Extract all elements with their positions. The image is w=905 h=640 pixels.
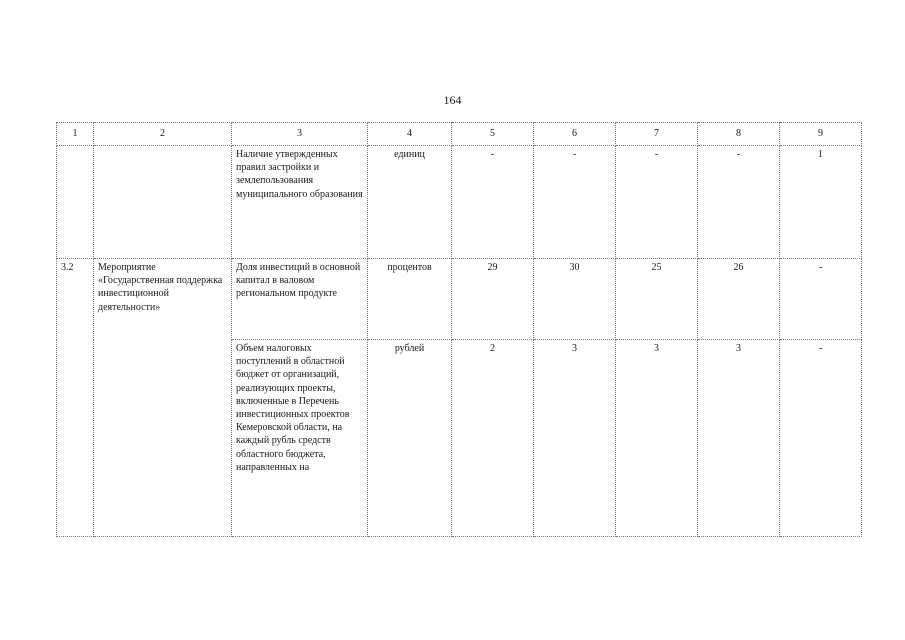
value-cell: 3	[616, 340, 698, 537]
row-number-cell: 3.2	[57, 259, 94, 537]
indicator-cell: Доля инвестиций в основной капитал в валовом региональном продукте	[232, 259, 368, 340]
value-cell: 25	[616, 259, 698, 340]
header-cell: 2	[94, 123, 232, 146]
indicator-cell: Наличие утвержденных правил застройки и землепользования муниципального образования	[232, 146, 368, 259]
value-cell: -	[698, 146, 780, 259]
row-number-cell	[57, 146, 94, 259]
value-cell: 2	[452, 340, 534, 537]
header-cell: 7	[616, 123, 698, 146]
measure-cell: Мероприятие «Государственная поддержка инвестиционной деятельности»	[94, 259, 232, 537]
header-cell: 3	[232, 123, 368, 146]
header-cell: 1	[57, 123, 94, 146]
table-row	[57, 259, 862, 340]
measure-cell	[94, 146, 232, 259]
header-cell: 4	[368, 123, 452, 146]
unit-cell: рублей	[368, 340, 452, 537]
header-cell: 8	[698, 123, 780, 146]
value-cell: -	[780, 340, 862, 537]
value-cell: -	[452, 146, 534, 259]
value-cell: -	[616, 146, 698, 259]
value-cell: 26	[698, 259, 780, 340]
header-cell: 5	[452, 123, 534, 146]
table-row	[57, 146, 862, 259]
header-cell: 9	[780, 123, 862, 146]
value-cell: 1	[780, 146, 862, 259]
value-cell: 30	[534, 259, 616, 340]
value-cell: 29	[452, 259, 534, 340]
header-cell: 6	[534, 123, 616, 146]
table-header-row	[57, 123, 862, 146]
unit-cell: процентов	[368, 259, 452, 340]
value-cell: 3	[534, 340, 616, 537]
page-number: 164	[443, 93, 462, 107]
indicators-table	[56, 122, 862, 537]
value-cell: -	[780, 259, 862, 340]
unit-cell: единиц	[368, 146, 452, 259]
value-cell: 3	[698, 340, 780, 537]
indicator-cell: Объем налоговых поступлений в областной бюджет от организаций, реализующих проекты, включенные в Перечень инвестиционных проектов Кемеровской области, на каждый рубль средств областного бюджета, направленных на	[232, 340, 368, 537]
value-cell: -	[534, 146, 616, 259]
